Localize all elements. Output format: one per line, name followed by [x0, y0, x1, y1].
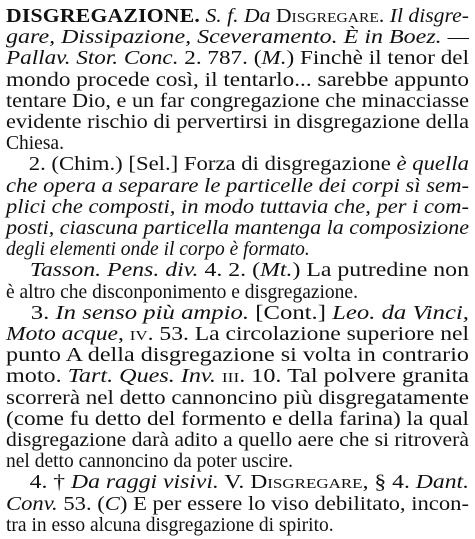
entry-text: V. [218, 472, 251, 494]
entry-text: Il disgre- [389, 6, 470, 27]
entry-text: iv [129, 324, 148, 345]
entry-text: tentare Dio, e un far congregazione che minacciasse [6, 90, 470, 112]
entry-text: 2. 787. ( [178, 48, 262, 70]
entry-line [6, 513, 334, 539]
entry-text: Chiesa. [6, 133, 64, 155]
entry-text: plici che composti, in modo tuttavia che, per i com- [6, 196, 469, 218]
entry-text: ) Finchè il tenor del [286, 48, 469, 70]
entry-text [6, 260, 30, 281]
entry-text: gare, Dissipazione, Sceveramento. È in Boez. — [6, 27, 469, 49]
entry-text: scorrerà nel detto cannoncino più disgregatamente [6, 387, 469, 409]
entry-text: , [117, 324, 130, 345]
entry-text: 3. [6, 302, 56, 324]
entry-text: ) La putredine non [292, 260, 470, 282]
entry-text: Pallav. Stor. Conc. [6, 48, 179, 70]
entry-text: Dant. [415, 472, 470, 494]
entry-text: Disgregare [275, 6, 379, 27]
entry-text: nel detto cannoncino da poter uscire. [6, 451, 293, 473]
entry-text: tra in esso alcuna disgregazione di spirito. [6, 514, 334, 536]
entry-text: [Cont.] [249, 302, 333, 324]
entry-text: punto A della disgregazione si volta in contrario [6, 345, 469, 367]
entry-text: . 53. La circolazione superiore nel [147, 324, 469, 345]
entry-text: mondo procede così, il tentarlo... sarebbe appunto [6, 69, 469, 91]
entry-text: Conv. [6, 493, 58, 515]
entry-text: evidente rischio di pervertirsi in disgregazione della [6, 112, 470, 133]
entry-text: Mt. [260, 260, 293, 282]
entry-text: 4. 2. ( [198, 260, 261, 282]
headword: DISGREGAZIONE. [6, 6, 201, 27]
entry-text: S. f. Da [205, 6, 276, 27]
entry-text: posti, ciascuna particella mantenga la composizione [6, 218, 469, 239]
entry-text: In senso più ampio. [55, 302, 250, 324]
entry-text: Leo. da Vinci, [332, 302, 470, 324]
entry-text: ) E per essere lo viso debilitato, incon- [119, 493, 470, 515]
entry-text: M. [261, 48, 287, 70]
entry-text: . 10. Tal polvere granita [239, 366, 469, 388]
entry-text: iii [221, 366, 240, 388]
entry-text: C [104, 493, 120, 515]
entry-text: disgregazione darà adito a quello aere che si ritroverà [6, 430, 470, 451]
entry-text: è altro che disconponimento e disgregazione. [6, 281, 358, 303]
entry-text: degli elementi onde il corpo è formato. [6, 239, 310, 261]
entry-text: 53. ( [57, 493, 105, 515]
entry-text: 4. † [6, 472, 72, 494]
entry-text: , § 4. [362, 472, 416, 494]
entry-text: che opera a separare le particelle dei corpi sì sem- [6, 175, 469, 197]
entry-text: Disgregare [250, 472, 363, 494]
entry-text: moto. [6, 366, 68, 388]
entry-text: Da raggi visivi. [71, 472, 219, 494]
entry-text: Tasson. Pens. div. [29, 260, 199, 282]
entry-line [6, 110, 469, 137]
entry-text: 2. (Chim.) [Sel.] Forza di disgregazione [6, 154, 397, 176]
entry-text: è quella [396, 154, 469, 176]
entry-text: Moto acque [6, 324, 118, 345]
entry-text: (come fu detto del formento e della farina) la qual [6, 408, 469, 430]
entry-text: Tart. Ques. Inv. [67, 366, 216, 388]
entry-text: . [378, 6, 390, 27]
